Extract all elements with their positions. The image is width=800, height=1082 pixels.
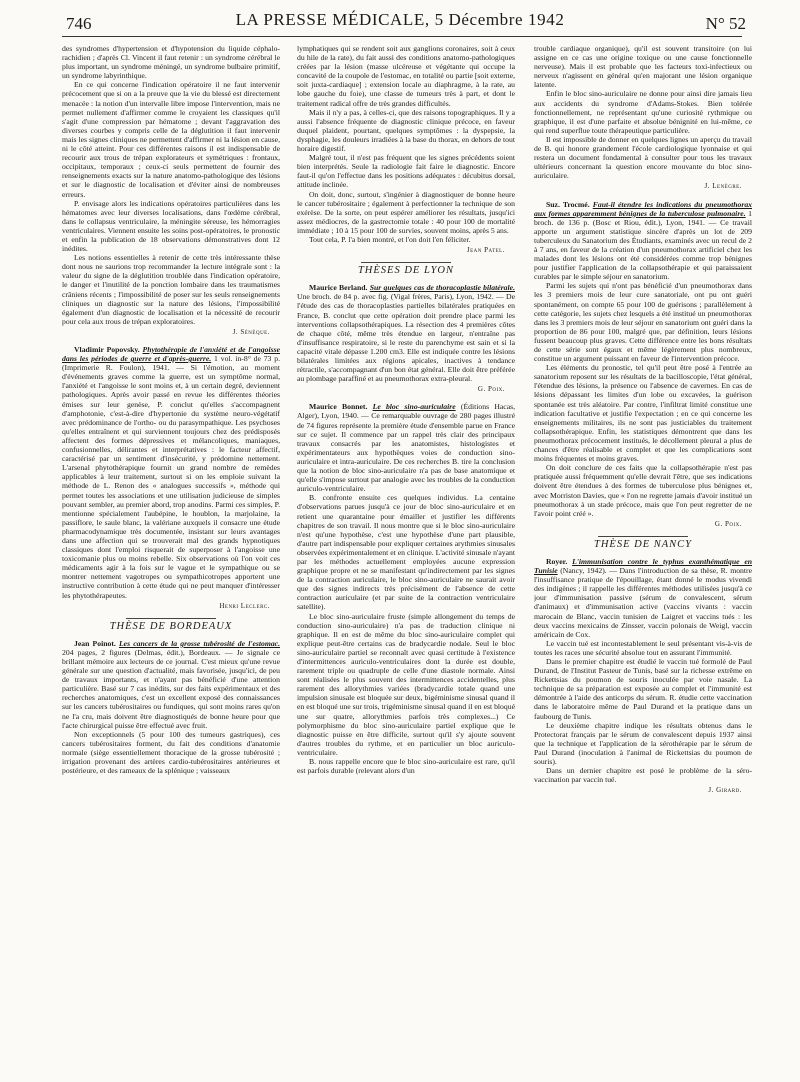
review-article (297, 283, 515, 394)
column-middle (297, 44, 515, 1074)
paragraph: Non exceptionnels (5 pour 100 des tumeurs gastriques), ces cancers tubérositaires forment, du fait des conditions d'anatomie normale (siège essentiellement thoracique de la grosse tubérosité ; irrigation provenant des artères cardio-tubérositaires antérieures et postérieure, et des rameaux de la splénique ; vaisseaux (62, 729, 280, 776)
page-header (0, 6, 800, 34)
signature: G. Poix. (714, 519, 742, 528)
paragraph: P. envisage alors les indications opératoires particulières dans les hématomes avec leur diverses localisations, dans l'œdème cérébral, dans le collapsus ventriculaire, la méningite séreuse, les hémorragies ventriculaires. Viennent ensuite les soins post-opératoires, le pronostic et enfin la publication de 18 observations démonstratives dont 12 inédites. (62, 198, 280, 254)
section-heading: THÈSE DE NANCY (593, 538, 692, 550)
signature: J. Sénèque. (232, 327, 270, 336)
article-author: Maurice Bonnet. (309, 402, 368, 412)
article-title: Sur quelques cas de thoracoplastie bilatérale. (369, 283, 515, 293)
article-title: Phytothérapie de l'anxiété et de l'angoisse dans les périodes de guerre et d'après-guerre. (62, 345, 280, 364)
article-text: (Nancy, 1942). — Dans l'introduction de sa thèse, R. montre l'insuffisance pratique de l'épouillage, étant donné le modus vivendi des indigènes ; il rappelle les différentes méthodes utilisées jusqu'à ce jour d'immunisation passive (sérum de convalescent, sérum d'animaux) et d'immunisation active (vaccins vivants : vaccin marocain de Blanc, vaccin tunisien de Laigret et vaccins tués : les deux vaccins mexicains de Zinsser, vaccin polonais de Weigl, vaccin américain de Cox. (534, 566, 752, 639)
article-text: 1 broch. de 136 p. (Bosc et Riou, édit.), Lyon, 1941. — Ce travail apporte un argument statistique sincère d'après un lot de 209 tuberculeux du Sanatorium des Étudiants, examinés avec un recul de 2 à 7 ans, en faveur de la création d'un pneumothorax artificiel chez les malades dont les lésions ont été considérées comme trop bénignes pour justifier l'application de la collapsothérapie et qui paraissaient curables par le simple séjour en sanatorium. (534, 208, 752, 282)
article-body (297, 283, 515, 383)
paragraph: Parmi les sujets qui n'ont pas bénéficié d'un pneumothorax dans les 3 premiers mois de leur cure sanatoriale, ont pu ont guéri spontanément, on compte 65 pour 100 de guérisons ; parallèlement à cette catégorie, les sujets chez lesquels a été institué un pneumothorax dans les 3 premiers mois de leur séjour en sanatorium ont guéri dans la proportion de 86 pour 100, malgré que, par définition, leurs lésions fussent beaucoup plus graves. Cette différence entre les bons résultats de cette série sont égaux et même légèrement plus nombreux, constitue un argument puissant en faveur de l'intervention précoce. (534, 281, 752, 364)
article-body (534, 200, 752, 282)
paragraph: On doit conclure de ces faits que la collapsothérapie n'est pas pratiquée aussi fréquemment qu'elle devrait l'être, que ses indications doivent être étendues à des formes de tuberculose plus bénignes et, avec Morriston Davies, que « l'on ne regrette jamais d'avoir institué un pneumothorax à un stade précoce, mais que l'on peut regretter de ne l'avoir point créé ». (534, 463, 752, 518)
article-title: Le bloc sino-auriculaire (372, 402, 456, 412)
paragraph: Tout cela, P. l'a bien montré, et l'on doit l'en féliciter. (309, 234, 471, 244)
review-article (62, 639, 280, 775)
article-text: (Éditions Hacas, Alger), Lyon, 1940. — Ce remarquable ouvrage de 280 pages illustré de 74 figures représente la première étude d'ensemble parue en France sur ce sujet. Il commence par un rappel très clair des principaux travaux consacrés par les anatomistes, histologistes et expérimentateurs aux hypothèques voies de conduction sino-auriculaire et intra-auriculaire. De ces recherches B. tire la conclusion que la notion de bloc sino-auriculaire n'a pas de base anatomique et qu'elle s'impose surtout par analogie avec les troubles de la conduction auriculo-ventriculaire. (297, 402, 515, 494)
article-body (534, 557, 752, 639)
section-divider (534, 536, 752, 537)
paragraph: Le deuxième chapitre indique les résultats obtenus dans le Protectorat français par le sérum de convalescent depuis 1937 ainsi que la technique et l'application de la sérothérapie par le sérum de Paul Durand (inoculation à l'animal de Rickettsias du poumon de souris). (534, 720, 752, 767)
issue-number: N° 52 (705, 14, 746, 33)
section-heading: THÈSES DE LYON (357, 265, 455, 277)
section-heading: THÈSE DE BORDEAUX (109, 620, 233, 632)
review-article (534, 557, 752, 795)
signature: Jean Patel. (466, 246, 505, 255)
article-author: Royer. (546, 556, 568, 566)
signature: Henri Leclerc. (219, 601, 270, 610)
article-body (62, 639, 280, 730)
article-body (62, 345, 280, 600)
article-body (297, 402, 515, 493)
article-title: Les cancers de la grosse tubérosité de l'estomac. (118, 638, 280, 648)
header-rule (62, 36, 742, 37)
article-text: 1 vol. in-8° de 73 p. (Imprimerie R. Foulon), 1941. — Si l'émotion, au moment d'événements graves comme la guerre, est un symptôme normal, l'anxiété et l'angoisse le sont moins et, à un certain degré, deviennent pathologiques. Après avoir passé en revue les différentes théories émises sur leur genèse, P. conclut qu'elles s'accompagnent d'amphotonie, c'est-à-dire d'hypertonie du système neuro-végétatif avec prédominance de l'ortho- ou du parasympathique. Les psychoses qu'elles entraînent et qui surviennent toujours chez des prédisposés affectent des formes dépressives et mélancoliques, maniaques, confusionnelles, délirantes et interprétatives : le facteur affectif, caractérisé par un sentiment d'insécurité, y prédomine nettement. L'arsenal phytothérapique fournit un grand nombre de remèdes applicables à leur traitement, surtout si on les emploie suivant la méthode de L. Renon des « analogues successifs », méthode qui permet toutes les associations et une utilisation judicieuse de simples pouvant sembler, au premier abord, trop anodins. Parmi ces simples, P. mentionne spécialement l'aubépine, le houblon, la marjolaine, la passiflore, le saule blanc, la valériane auxquels il consacre une étude pharmacodynamique très documentée, insistant sur leurs avantages dans une affection qui se trouverait mal des grands hypnotiques classiques dont l'emploi risquerait de superposer à l'angoisse une toxicomanie plus ou moins rebelle. Six observations où l'on voit ces médicaments agir à la fois sur le vague et le sympathique ou se montrer nettement vagotropes ou sympathicotropes apportent une instructive contribution à cette étude qui ne peut manquer d'intéresser les phytothérapeutes. (62, 354, 280, 600)
column-left (62, 44, 280, 1074)
article-author: Maurice Berland. (309, 283, 368, 293)
paragraph: Les notions essentielles à retenir de cette très intéressante thèse dont nous ne saurions trop recommander la lecture intégrale sont : la valeur du signe de la déglutition troublée dans l'indication opératoire, le danger et l'inutilité de la ponction lombaire dans les traumatismes crâniens récents ; l'impossibilité de poser sur les seuls renseignements cliniques un diagnostic sur la nature des lésions, l'impossibilité également d'un diagnostic de localisation et la nécessité de recourir pour cela aux trous de trépan exploratoires. (62, 253, 280, 326)
article-author: Vladimir Popovsky. (74, 345, 140, 354)
divider-rule (598, 536, 688, 537)
paragraph: Dans le premier chapitre est étudié le vaccin tué formolé de Paul Durand, de l'Institut Pasteur de Tunis, basé sur la richesse extrême en Rickettsias du poumon de souris inoculée par voie nasale. La technique de sa préparation est exposée au complet et l'immunité est démontrée à l'aide des anticorps du sérum. R. étudie cette vaccination dans le laboratoire même de Paul Durand et la pratique dans un faubourg de Tunis. (534, 657, 752, 721)
page-number: 746 (66, 14, 92, 33)
paragraph: Dans un dernier chapitre est posé le problème de la séro-vaccination par vaccin tué. (534, 766, 752, 785)
article-text: Une broch. de 84 p. avec fig. (Vigal frères, Paris), Lyon, 1942. — De l'étude des cas de thoracoplasties partielles bilatérales pratiquées en France, B. conclut que cette opération doit prendre place parmi les interventions collapsothérapiques. La résection des 4 premières côtes de chaque côté, même très étendue en largeur, n'entraîne pas d'insuffisance respiratoire, si le reste du parenchyme est sain et si la capacité vitale dépasse 1.200 cm3. Elle est indiquée contre les lésions bilatérales limitées aux régions apicales, inactives à tendance rétractile, s'accompagnant d'un bon état général. Elle doit être préférée au plombage paraffiné et au pneumothorax extra-pleural. (297, 292, 515, 384)
paragraph: des syndromes d'hypertension et d'hypotension du liquide céphalo-rachidien ; d'après Cl. Vincent il faut retenir : un syndrome cérébral le plus important, un syndrome méningé, un syndrome bulbaire primitif, un syndrome labyrinthique. (62, 44, 280, 81)
review-article (297, 402, 515, 775)
paragraph: Enfin le bloc sino-auriculaire ne donne pour ainsi dire jamais lieu aux accidents du syndrome d'Adams-Stokes. Bien tolérée fonctionnellement, ne représentant qu'une curiosité rythmique ou graphique, il est d'une parfaite et absolue bénignité en lui-même, ce qui rend superflue toute thérapeutique particulière. (534, 89, 752, 135)
paragraph: B. confronte ensuite ces quelques individus. La centaine d'observations parues jusqu'à ce jour de bloc sino-auriculaire et en retient une quarantaine pour émailler et justifier les différents chapitres de son travail. Il nous montre que si le bloc sino-auriculaire n'est qu'une hypothèse, c'est une hypothèse d'une part plausible, d'autre part indispensable pour expliquer certaines arythmies sinusales observées expérimentalement et en clinique. L'activité sinusale n'ayant par les méthodes actuellement employées aucune expression graphique propre et ne se manifestant qu'indirectement par les signes de la contraction auriculaire, le bloc sino-auriculaire ne saurait avoir que des signes indirects très précisément de l'absence de cette contraction auriculaire (et par suite de la contraction ventriculaire satellite). (297, 493, 515, 612)
signature: J. Lenègre. (704, 182, 742, 191)
paragraph: Le bloc sino-auriculaire fruste (simple allongement du temps de conduction sino-auriculaire) n'a pas de traduction clinique ni graphique. Il en est de même du bloc sino-auriculaire complet qui explique peut-être certains cas de bradycardie nodale. Seul le bloc sino-auriculaire partiel se reconnaît avec quasi certitude à l'existence d'intermittences auriculo-ventriculaires dont la durée est double, rarement triple ou quadruple de celle d'une diastole normale. Ainsi sont réalisées le plus souvent des intermittences accidentelles, plus rarement des allorythmies variées (bradycardie totale quand une impulsion sinusale est bloquée sur deux, bigéminisme sinusal quand il en est bloqué une sur trois, trigéminisme sinusal quand il en est bloqué une sur quatre, allorythmies parfois très complexes...) Ce polymorphisme du bloc sino-auriculaire partiel explique que le diagnostic puisse en être difficile, surtout qu'il s'y ajoute souvent d'autres troubles du rythme, et en particulier un bloc auriculo-ventriculaire. (297, 611, 515, 757)
paragraph: Malgré tout, il n'est pas fréquent que les signes précédents soient bien interprétés. Seule la radiologie fait faire le diagnostic. Encore faut-il qu'on l'effectue dans les positions adéquates : décubitus dorsal, attitude inclinée. (297, 153, 515, 190)
paragraph: Les éléments du pronostic, tel qu'il peut être posé à l'entrée au sanatorium reposent sur les résultats de la bacilloscopie, l'état général, l'étendue des lésions, la présence ou l'absence de cavernes. En cas de lésions dépassant les limites d'un lobe ou excavées, la guérison spontanée est très aléatoire. Par contre, l'infiltrat limité constitue une indication facultative et justifie l'expectation ; en ce qui concerne les enseignements militaires, ils ne sont pas justiciables du traitement collapsothérapique. Enfin, les statistiques démontrent que dans les pneumothorax précocement institués, le décollement pleural a plus de chances d'être réalisable et complet et que les complications sont moins fréquentes et moins graves. (534, 363, 752, 464)
signature: J. Girard. (708, 786, 742, 795)
paragraph: Mais il n'y a pas, à celles-ci, que des raisons topographiques. Il y a aussi l'absence fréquente de diagnostic clinique précoce, en faveur duquel plaident, pourtant, quelques symptômes : la dyspepsie, la dysphagie, les douleurs irradiées à la base du thorax, en dehors de tout horaire digestif. (297, 107, 515, 154)
paragraph: B. nous rappelle encore que le bloc sino-auriculaire est rare, qu'il est parfois durable (relevant alors d'un (297, 757, 515, 776)
column-right (534, 44, 752, 1074)
review-article (62, 345, 280, 611)
section-divider (297, 262, 515, 263)
paragraph: lymphatiques qui se rendent soit aux ganglions coronaires, soit à ceux du hile de la rate), du fait aussi des conditions anatomo-pathologiques créées par la lésion (masse ulcéreuse et végétante qui occupe la concavité de la coupole de l'estomac, en totalité ou partie [soit externe, soit juxta-cardiaque] ; extension locale au diaphragme, à la rate, au lobe gauche du foie), une classe de tumeurs très à part, et dont le traitement radical offre de très grandes difficultés. (297, 44, 515, 108)
article-author: Jean Poinot. (74, 638, 116, 648)
paragraph: Le vaccin tué est incontestablement le seul présentant vis-à-vis de toutes les races une sécurité absolue tout en assurant l'immunité. (534, 638, 752, 657)
paragraph: trouble cardiaque organique), qu'il est souvent transitoire (on lui assigne en ce cas une origine toxique ou une cause fonctionnelle nerveuse). Mais il est probable que les facteurs toxi-infectieux ou nerveux n'agissent en général qu'en majorant une lésion organique latente. (534, 44, 752, 90)
article-title: L'immunisation contre le typhus exanthématique en Tunisie (534, 556, 752, 576)
article-title: Faut-il étendre les indications du pneumothorax aux formes apparemment bénignes de la tuberculose pulmonaire. (534, 199, 752, 218)
divider-rule (126, 618, 216, 619)
signature: G. Poix. (477, 385, 505, 394)
publication-title: LA PRESSE MÉDICALE, 5 Décembre 1942 (235, 10, 565, 29)
paragraph: On doit, donc, surtout, s'ingénier à diagnostiquer de bonne heure le cancer tubérositaire ; également à perfectionner la technique de son exérèse. De la sorte, on peut espérer améliorer les résultats, jusqu'ici assez médiocres, de la gastrectomie totale : 40 pour 100 de mortalité immédiate ; 10 à 15 pour 100 de survies, souvent moins, après 5 ans. (297, 189, 515, 235)
article-text: 204 pages, 2 figures (Delmas, édit.), Bordeaux. — Je signale ce brillant mémoire aux lecteurs de ce journal. C'est mieux qu'une revue générale sur une question d'actualité, mais favorisée, jusqu'ici, de peu de travaux importants, et n'ayant pas bénéficié d'une attention particulière. Basé sur 7 cas inédits, sur des faits expérimentaux et des recherches anatomiques, c'est un excellent exposé des connaissances sur les cancers tubérositaires ou fundiques, qui sont moins rares qu'on ne l'a cru, mais doivent être diagnostiqués de bonne heure pour que l'acte chirurgical puisse être effectué avec fruit. (62, 647, 280, 730)
divider-rule (361, 262, 451, 263)
paragraph: Il est impossible de donner en quelques lignes un aperçu du travail de B. qui honore grandement l'école cardiologique lyonnaise et qui restera un document fondamental à consulter pour tous les travaux ultérieurs concernant la question encore mouvante du bloc sino-auriculaire. (534, 134, 752, 181)
section-divider (62, 618, 280, 619)
review-article (534, 200, 752, 529)
paragraph: En ce qui concerne l'indication opératoire il ne faut intervenir précocement que si on a la preuve que la vie du blessé est directement menacée : la notion d'un intervalle libre impose l'intervention, mais ne permet nullement d'affirmer comme le croyaient les classiques qu'il s'agit d'une compression par hématome ; devant l'aggravation des diverses courbes y compris celle de la déglutition il faut intervenir mais les signes cliniques ne permettent d'affirmer ni la lésion en cause, ni le côté atteint. Pour ces différentes raisons il est indispensable de recourir aux trous de trépan explorateurs et symétriques : frontaux, occipitaux, temporaux ; ceux-ci seuls permettent de fournir des renseignements exacts sur la nature anatomo-pathologique des lésions et sur le diagnostic de localisation et d'éviter ainsi de nombreuses erreurs. (62, 80, 280, 199)
article-author: Suz. Trocmé. (546, 199, 590, 209)
